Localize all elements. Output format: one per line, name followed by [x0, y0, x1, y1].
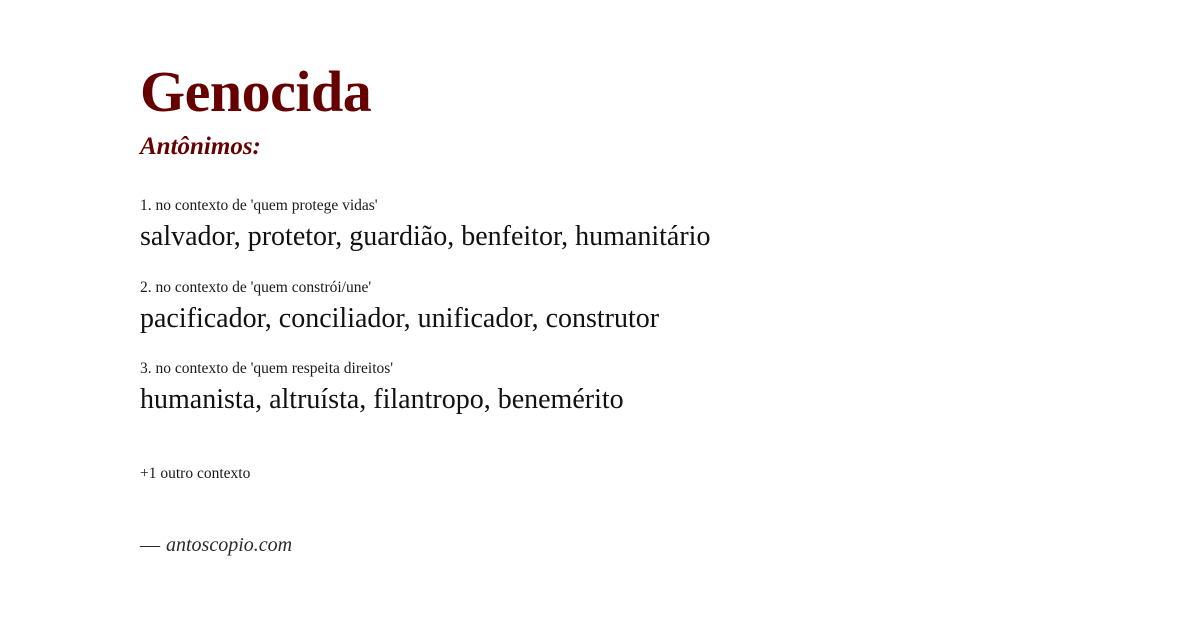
sense-context: 1. no contexto de 'quem protege vidas'	[140, 197, 378, 214]
em-dash: —	[140, 534, 160, 556]
sense-group	[140, 196, 1140, 256]
sense-list	[140, 196, 1140, 441]
sense-group	[140, 278, 1140, 338]
page-title: Genocida	[140, 59, 372, 124]
source-name: antoscopio.com	[166, 534, 293, 556]
section-label-antonyms: Antônimos:	[140, 133, 261, 160]
sense-group	[140, 359, 1140, 419]
sense-antonyms: humanista, altruísta, filantropo, benemérito	[140, 384, 624, 416]
sense-antonyms: salvador, protetor, guardião, benfeitor, humanitário	[140, 220, 711, 252]
sense-context: 2. no contexto de 'quem constrói/une'	[140, 278, 372, 296]
source-attribution	[140, 534, 292, 557]
more-contexts-label: +1 outro contexto	[140, 465, 251, 482]
sense-context: 3. no contexto de 'quem respeita direitos'	[140, 360, 394, 378]
sense-antonyms: pacificador, conciliador, unificador, construtor	[140, 302, 660, 334]
